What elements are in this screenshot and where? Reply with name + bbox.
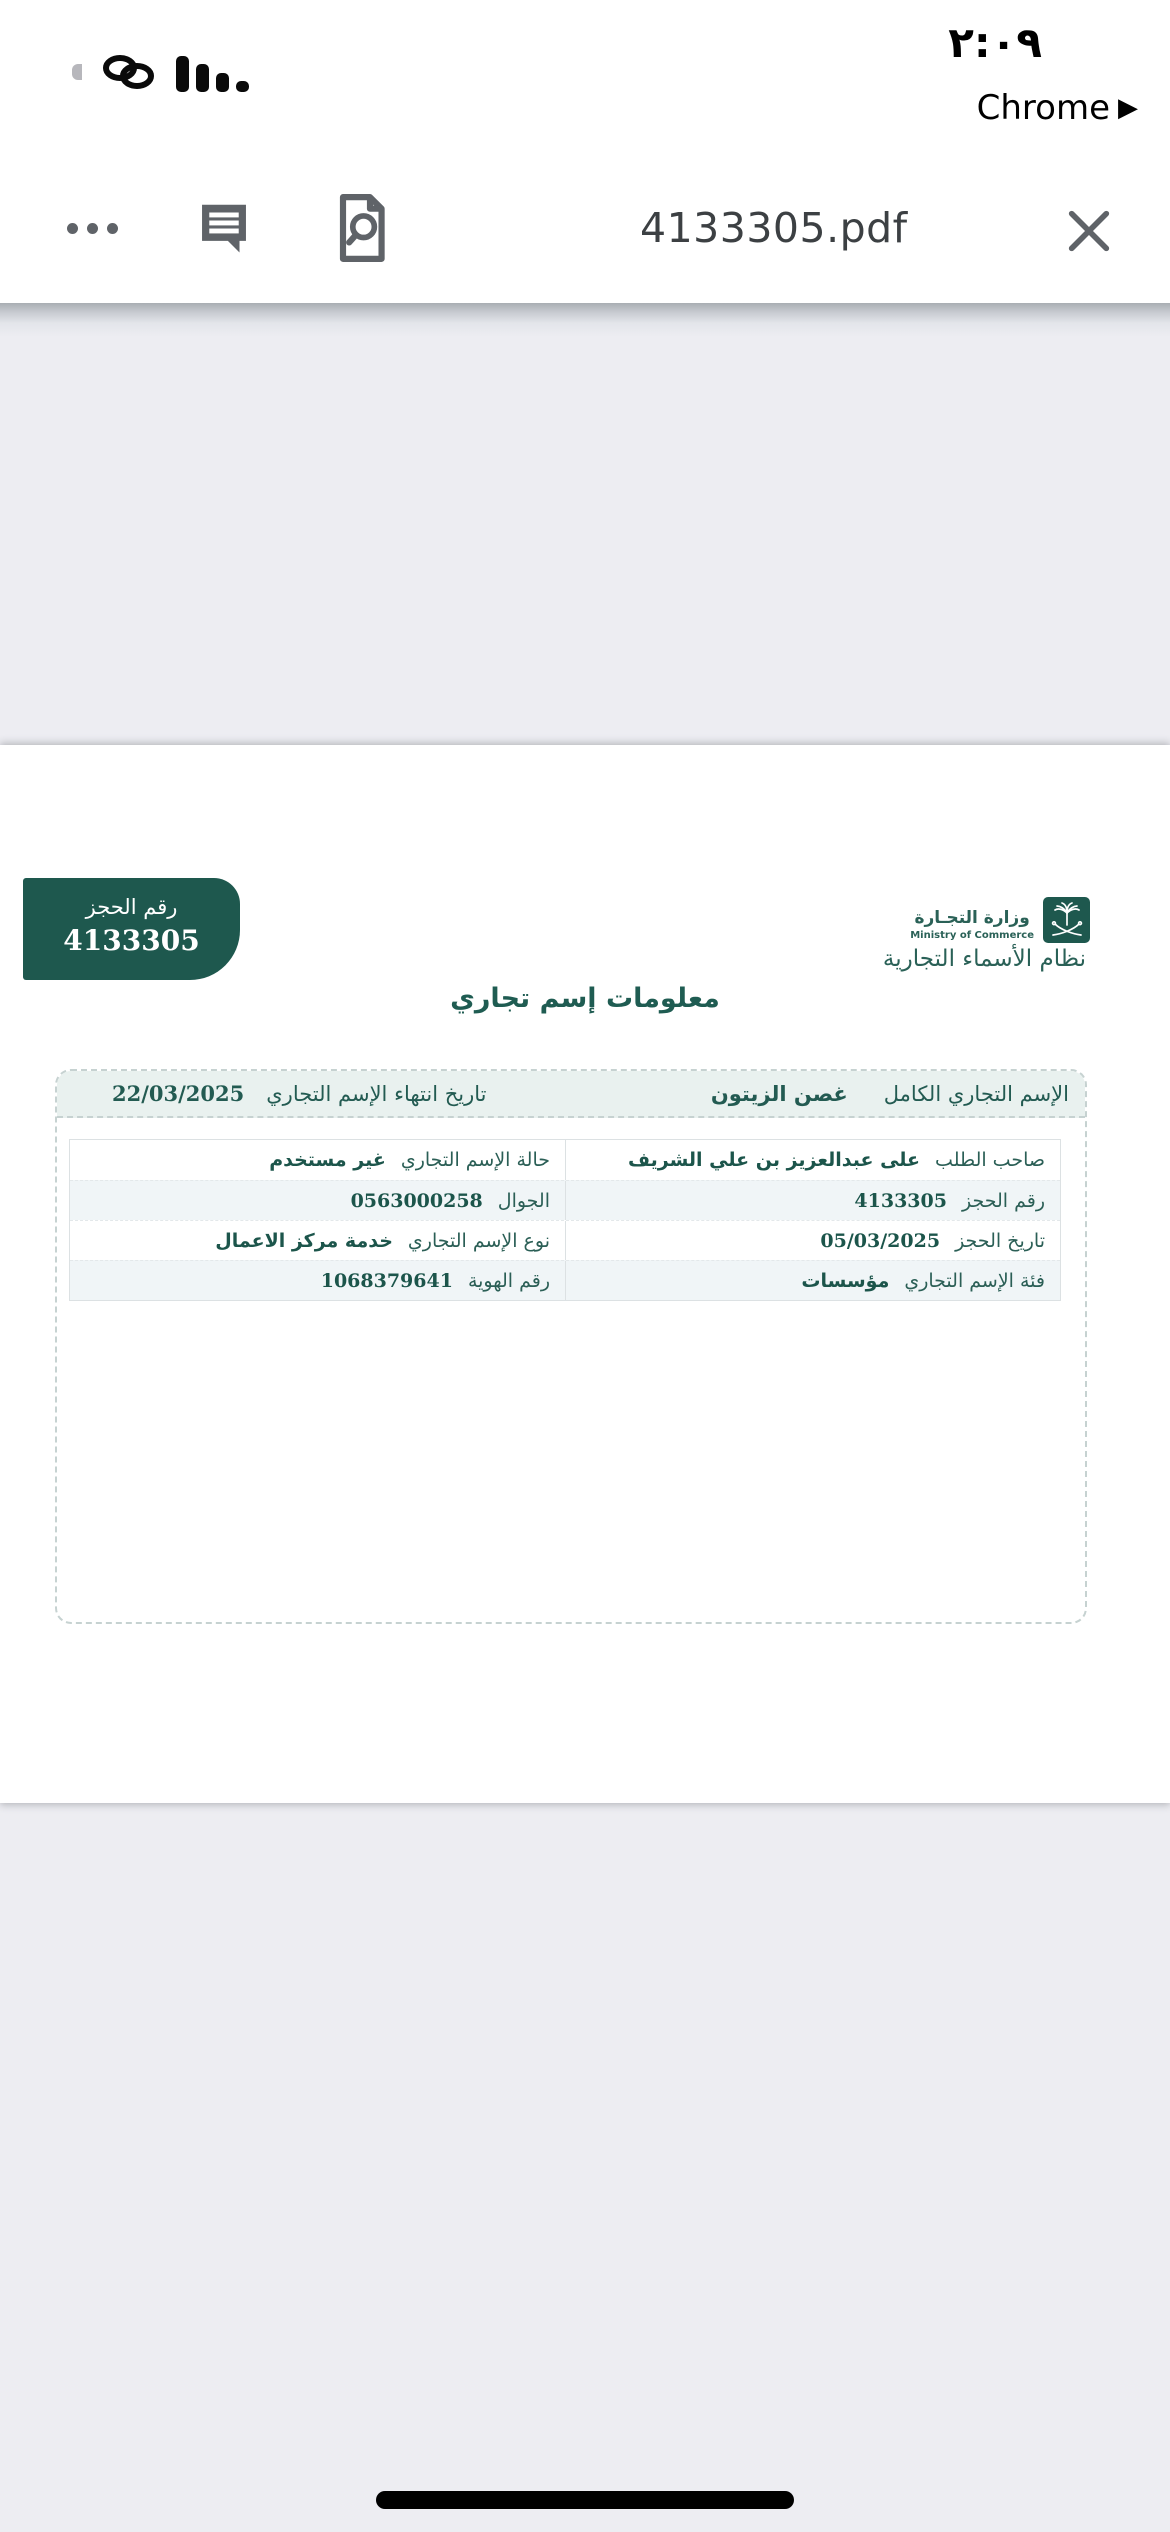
- field-value: 22/03/2025: [112, 1081, 245, 1106]
- return-arrow-icon: ▶: [1118, 93, 1138, 123]
- field-value: خدمة مركز الاعمال: [215, 1229, 393, 1252]
- field-label: الإسم التجاري الكامل: [883, 1081, 1069, 1106]
- return-to-app-button[interactable]: [977, 88, 1138, 128]
- table-row: [70, 1140, 1060, 1180]
- reservation-number-badge: [23, 878, 240, 980]
- find-in-page-icon: [329, 192, 393, 264]
- field-value: مؤسسات: [801, 1269, 890, 1292]
- status-and-toolbar: [0, 0, 1170, 303]
- battery-cap: [72, 64, 82, 80]
- expiry-date-field: [112, 1081, 487, 1106]
- pdf-filename: 4133305.pdf: [640, 204, 908, 252]
- return-app-label: Chrome: [976, 88, 1110, 128]
- toolbar-shadow: [0, 303, 1170, 337]
- close-pdf-button[interactable]: [1056, 198, 1122, 264]
- status-bar-left: [80, 52, 249, 92]
- table-row: [70, 1220, 1060, 1260]
- system-name: نظام الأسماء التجارية: [882, 946, 1086, 972]
- field-label: صاحب الطلب: [935, 1149, 1045, 1171]
- details-table: [69, 1139, 1061, 1301]
- reservation-number-field: [565, 1181, 1060, 1220]
- field-label: رقم الهوية: [467, 1269, 550, 1292]
- name-category-field: [565, 1261, 1060, 1300]
- field-label: الجوال: [497, 1189, 550, 1212]
- ministry-name: [910, 908, 1034, 941]
- cellular-signal-icon: [176, 52, 249, 92]
- field-label: فئة الإسم التجاري: [904, 1269, 1045, 1292]
- saudi-palm-swords-emblem-icon: [1043, 897, 1090, 943]
- applicant-field: [565, 1140, 1060, 1180]
- comment-icon: [193, 197, 255, 259]
- status-time: ٢:٠٩: [948, 18, 1042, 67]
- reservation-date-field: [565, 1221, 1060, 1260]
- field-label: رقم الحجز: [961, 1189, 1045, 1212]
- field-value: 1068379641: [320, 1269, 453, 1292]
- field-label: تاريخ الحجز: [955, 1229, 1045, 1252]
- ministry-logo: [910, 897, 1090, 943]
- name-type-field: [70, 1221, 565, 1260]
- ministry-name-ar: وزارة التجـارة: [914, 908, 1030, 928]
- field-value: 4133305: [854, 1189, 947, 1212]
- ministry-name-en: Ministry of Commerce: [910, 930, 1034, 941]
- pdf-page[interactable]: [0, 745, 1170, 1803]
- annotate-button[interactable]: [188, 192, 260, 264]
- find-in-page-button[interactable]: [326, 190, 396, 266]
- mobile-field: [70, 1181, 565, 1220]
- full-trade-name-field: [711, 1082, 1069, 1106]
- field-value: على عبدالعزيز بن علي الشريف: [628, 1149, 921, 1171]
- card-header-row: [57, 1071, 1085, 1118]
- document-title: معلومات إسم تجاري: [450, 983, 720, 1014]
- table-row: [70, 1260, 1060, 1300]
- badge-label: رقم الحجز: [85, 895, 178, 919]
- field-value: غير مستخدم: [269, 1149, 386, 1171]
- badge-number: 4133305: [63, 924, 200, 957]
- field-label: نوع الإسم التجاري: [407, 1229, 550, 1252]
- close-icon: [1063, 205, 1115, 257]
- field-label: تاريخ انتهاء الإسم التجاري: [266, 1081, 487, 1106]
- field-value: 05/03/2025: [820, 1229, 941, 1252]
- id-number-field: [70, 1261, 565, 1300]
- table-row: [70, 1180, 1060, 1220]
- name-status-field: [70, 1140, 565, 1180]
- more-menu-icon: [67, 223, 118, 234]
- more-menu-button[interactable]: [52, 196, 132, 260]
- home-indicator[interactable]: [376, 2491, 794, 2509]
- field-label: حالة الإسم التجاري: [400, 1149, 550, 1171]
- trade-name-card: [55, 1069, 1087, 1624]
- field-value: غصن الزيتون: [710, 1081, 848, 1106]
- field-value: 0563000258: [350, 1189, 483, 1212]
